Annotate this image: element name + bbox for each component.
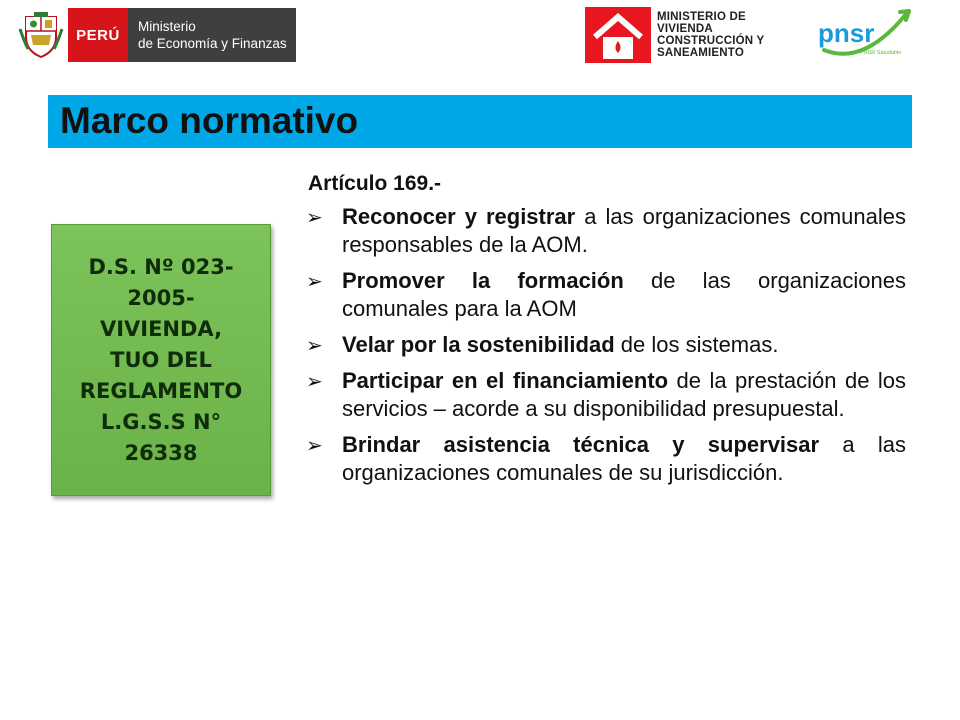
mvcs-line2: VIVIENDA (657, 23, 713, 35)
mvcs-logo (585, 7, 800, 63)
list-item-rest: a las organizaciones comunales de su jurisdicción. (342, 432, 906, 485)
list-item (306, 267, 906, 323)
list-item-rest: de los sistemas. (614, 332, 779, 357)
list-item (306, 367, 906, 423)
list-item-bold: Brindar asistencia técnica y supervisar (342, 432, 820, 457)
title-bar (48, 95, 912, 148)
pnsr-logo (814, 6, 914, 62)
list-item (306, 331, 906, 359)
mef-country: PERÚ (68, 8, 128, 62)
mvcs-line1: MINISTERIO DE (657, 11, 746, 23)
list-item-text (342, 267, 906, 323)
mef-ministry-name (128, 8, 296, 62)
regulation-text: D.S. Nº 023- 2005- VIVIENDA, TUO DEL REGLAMENTO L.G.S.S N° 26338 (79, 254, 243, 465)
arrow-bullet-icon: ➢ (306, 369, 323, 393)
mvcs-line3: CONSTRUCCIÓN Y (657, 35, 765, 47)
mef-logo (14, 8, 296, 62)
pnsr-name: pnsr (818, 18, 875, 48)
mvcs-text (657, 11, 764, 59)
list-item-bold: Velar por la sostenibilidad (342, 332, 615, 357)
mef-line2: de Economía y Finanzas (138, 36, 287, 51)
arrow-bullet-icon: ➢ (306, 205, 323, 229)
list-item-rest: a las organizaciones comunales responsables de la AOM. (342, 204, 907, 257)
list-item (306, 431, 906, 487)
peru-coat-of-arms-icon (14, 8, 68, 62)
house-icon (585, 7, 651, 63)
arrow-bullet-icon: ➢ (306, 433, 323, 457)
arrow-bullet-icon: ➢ (306, 269, 323, 293)
list-item-rest: de las organizaciones comunales para la AOM (342, 268, 906, 321)
pnsr-tagline: PNSR Saludable (860, 50, 902, 56)
list-item-bold: Participar en el financiamiento (342, 368, 669, 393)
list-item-rest: de la prestación de los servicios – acorde a su disponibilidad presupuestal. (342, 368, 906, 421)
article-content (306, 172, 906, 495)
list-item-bold: Reconocer y registrar (342, 204, 576, 229)
mef-line1: Ministerio (138, 19, 196, 34)
arrow-bullet-icon: ➢ (306, 333, 323, 357)
list-item (306, 203, 906, 259)
mvcs-line4: SANEAMIENTO (657, 47, 744, 59)
page-title: Marco normativo (60, 100, 359, 141)
list-item-text (342, 367, 906, 423)
list-item-text (342, 331, 906, 359)
regulation-box (51, 224, 271, 496)
article-heading: Artículo 169.- (308, 172, 442, 195)
list-item-text (342, 431, 906, 487)
list-item-bold: Promover la formación (342, 268, 624, 293)
list-item-text (342, 203, 906, 259)
